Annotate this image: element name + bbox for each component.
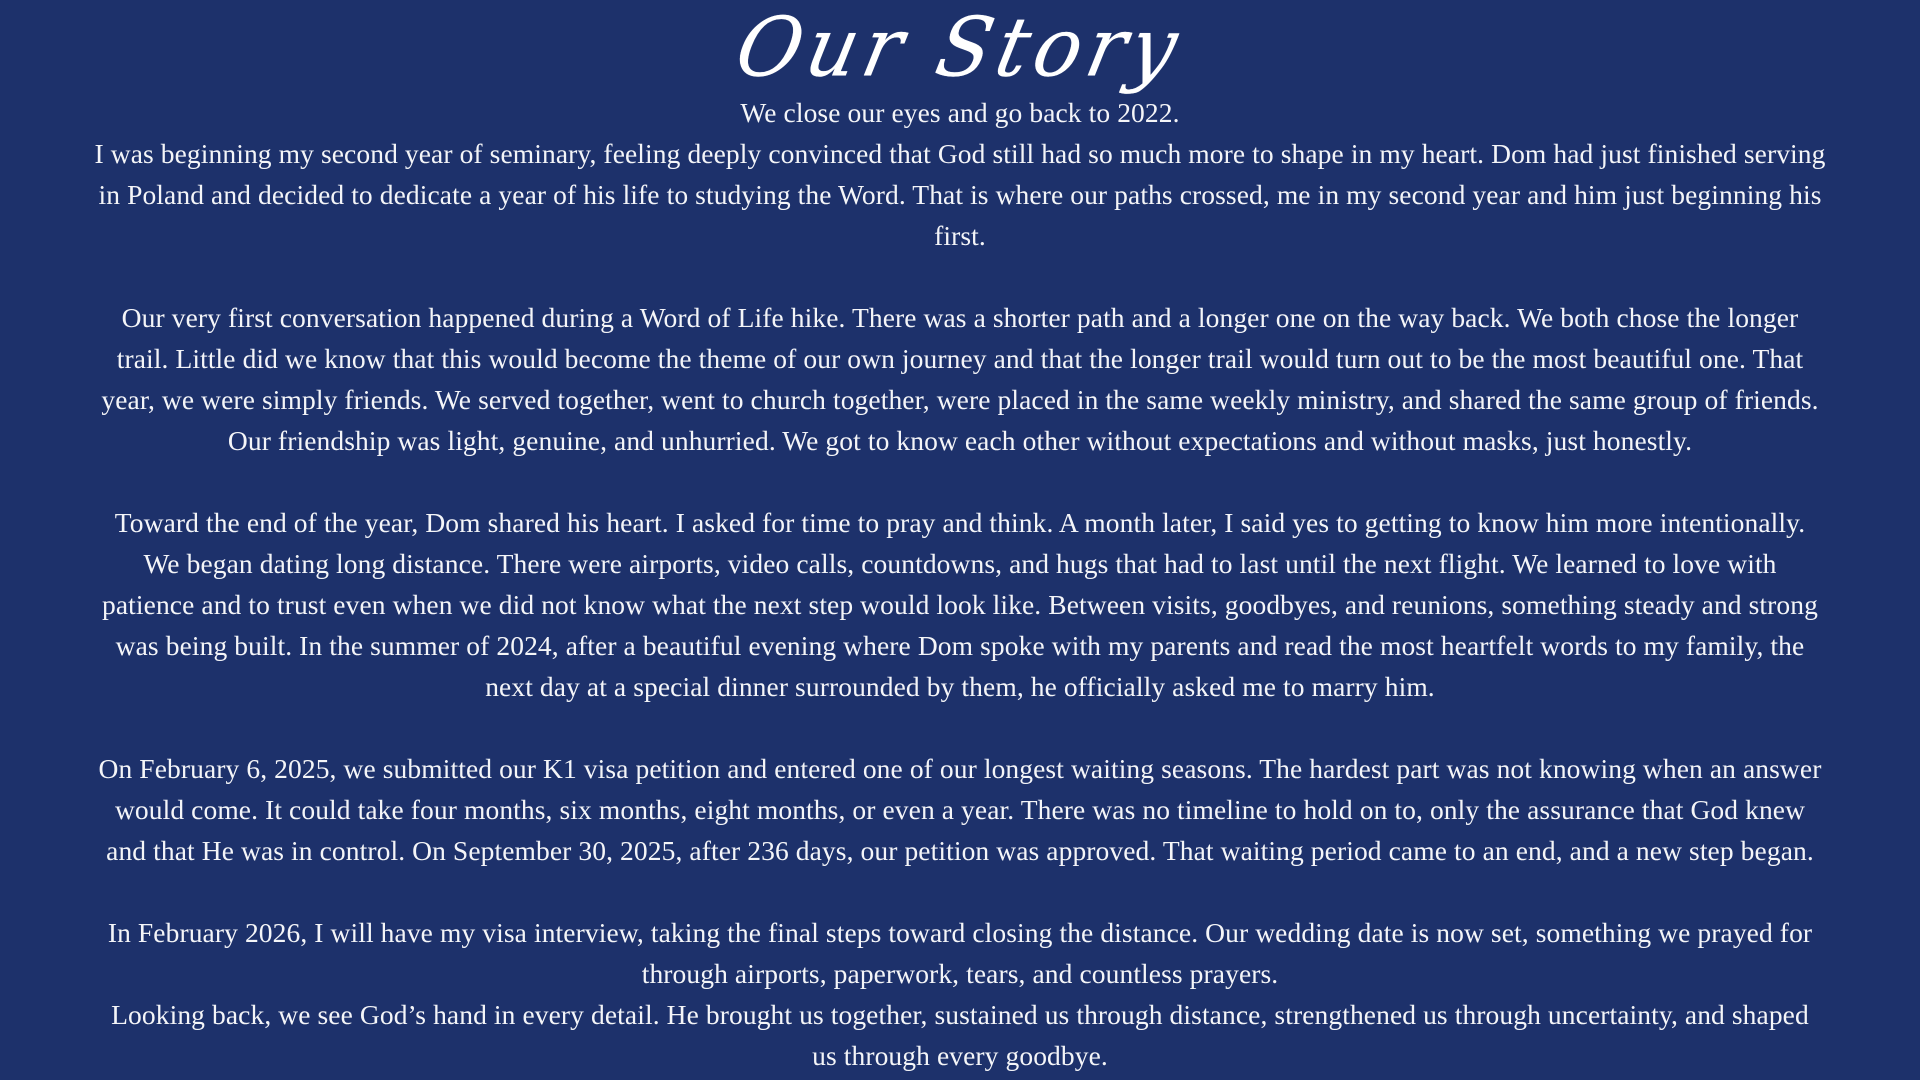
title-container (0, 0, 1920, 100)
paragraph-line: trail. Little did we know that this would become the theme of our own journey and that the longer trail would turn out to be the most beautiful one. That (116, 343, 1804, 374)
page-title: Our Story (728, 0, 1192, 96)
paragraph-visa-petition (0, 748, 1920, 871)
paragraph-line: We began dating long distance. There were airports, video calls, countdowns, and hugs that had to last until the next flight. We learned to love with (143, 548, 1777, 579)
paragraph-spacer (0, 461, 1920, 502)
paragraph-line: Our friendship was light, genuine, and unhurried. We got to know each other without expectations and without masks, just honestly. (227, 425, 1693, 456)
paragraph-line: next day at a special dinner surrounded by them, he officially asked me to marry him. (485, 671, 1435, 702)
tagline: We close our eyes and go back to 2022. (740, 97, 1180, 128)
paragraph-line: would come. It could take four months, six months, eight months, or even a year. There was no timeline to hold on to, only the assurance that God knew (114, 794, 1806, 825)
paragraph-line: Toward the end of the year, Dom shared his heart. I asked for time to pray and think. A month later, I said yes to getting to know him more intentionally. (114, 507, 1806, 538)
paragraph-spacer (0, 871, 1920, 912)
paragraph-line: In February 2026, I will have my visa interview, taking the final steps toward closing the distance. Our wedding date is now set, something we prayed for (107, 917, 1813, 948)
paragraph-line: Looking back, we see God’s hand in every detail. He brought us together, sustained us through distance, strengthened us through uncertainty, and shaped (111, 999, 1809, 1030)
paragraph-line: in Poland and decided to dedicate a year of his life to studying the Word. That is where our paths crossed, me in my second year and him just beginning his (98, 179, 1822, 210)
paragraph-line: us through every goodbye. (812, 1040, 1108, 1071)
paragraph-line: On February 6, 2025, we submitted our K1 visa petition and entered one of our longest waiting seasons. The hardest part was not knowing when an answer (98, 753, 1822, 784)
story-body (0, 92, 1920, 1076)
paragraph-line: Our very first conversation happened during a Word of Life hike. There was a shorter path and a longer one on the way back. We both chose the longer (121, 302, 1799, 333)
paragraph-line: I was beginning my second year of seminary, feeling deeply convinced that God still had so much more to shape in my heart. Dom had just finished serving (94, 138, 1826, 169)
paragraph-line: through airports, paperwork, tears, and countless prayers. (641, 958, 1279, 989)
paragraph-spacer (0, 256, 1920, 297)
paragraph-line: was being built. In the summer of 2024, after a beautiful evening where Dom spoke with my parents and read the most heartfelt words to my family, the (115, 630, 1805, 661)
paragraph-interview (0, 912, 1920, 1076)
paragraph-first-conversation (0, 297, 1920, 461)
paragraph-dating (0, 502, 1920, 707)
paragraph-seminary (0, 133, 1920, 256)
paragraph-line: and that He was in control. On September 30, 2025, after 236 days, our petition was approved. That waiting period came to an end, and a new step began. (106, 835, 1814, 866)
paragraph-spacer (0, 707, 1920, 748)
paragraph-line: first. (934, 220, 986, 251)
paragraph-line: year, we were simply friends. We served together, went to church together, were placed in the same weekly ministry, and shared the same group of friends. (101, 384, 1819, 415)
paragraph-line: patience and to trust even when we did not know what the next step would look like. Between visits, goodbyes, and reunions, something steady and strong (102, 589, 1818, 620)
